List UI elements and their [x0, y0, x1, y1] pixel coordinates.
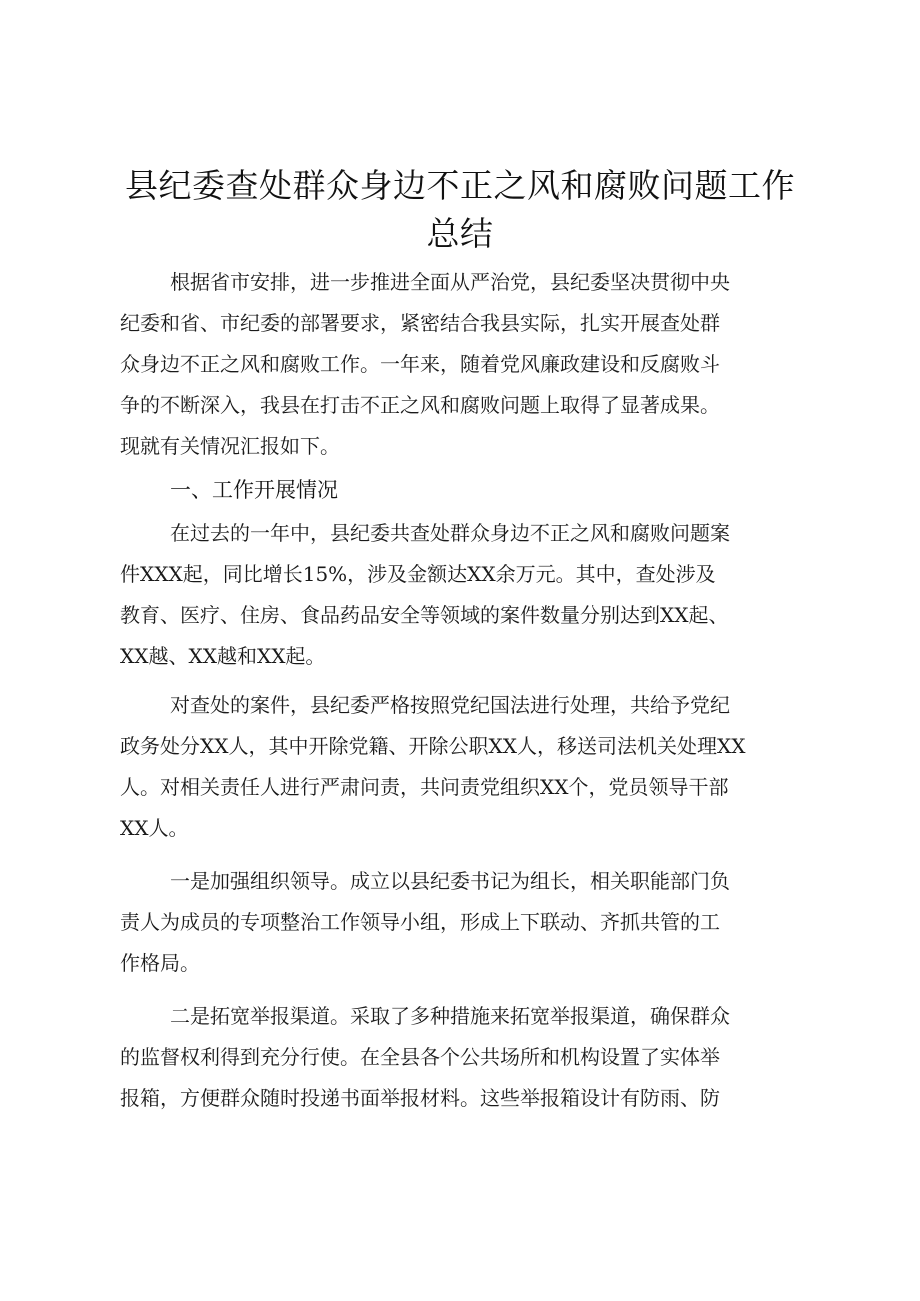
- text-line: 件XXX起，同比增长15%，涉及金额达XX余万元。其中，查处涉及: [120, 562, 716, 586]
- text-line: 作格局。: [120, 951, 200, 975]
- intro-paragraph: [120, 262, 820, 467]
- paragraph: [120, 861, 820, 984]
- text-line: 教育、医疗、住房、食品药品安全等领域的案件数量分别达到XX起、: [120, 603, 729, 627]
- text-line: 纪委和省、市纪委的部署要求，紧密结合我县实际，扎实开展查处群: [120, 311, 720, 335]
- text-line: 在过去的一年中，县纪委共查处群众身边不正之风和腐败问题案: [170, 521, 730, 545]
- text-line: XX人。: [120, 816, 189, 840]
- text-line: 现就有关情况汇报如下。: [120, 434, 340, 458]
- text-line: XX越、XX越和XX起。: [120, 644, 326, 668]
- text-line: 报箱，方便群众随时投递书面举报材料。这些举报箱设计有防雨、防: [120, 1086, 720, 1110]
- text-line: 人。对相关责任人进行严肃问责，共问责党组织XX个，党员领导干部: [120, 775, 729, 799]
- document-title: [120, 162, 800, 258]
- title-line: 总结: [426, 214, 494, 253]
- section-heading: 一、工作开展情况: [170, 478, 338, 502]
- paragraph: [120, 513, 820, 677]
- text-line: 众身边不正之风和腐败工作。一年来，随着党风廉政建设和反腐败斗: [120, 352, 720, 376]
- document-body: [120, 262, 820, 1119]
- text-line: 二是拓宽举报渠道。采取了多种措施来拓宽举报渠道，确保群众: [170, 1004, 730, 1028]
- text-line: 政务处分XX人，其中开除党籍、开除公职XX人，移送司法机关处理XX: [120, 734, 746, 758]
- text-line: 一是加强组织领导。成立以县纪委书记为组长，相关职能部门负: [170, 869, 730, 893]
- paragraph: [120, 996, 820, 1119]
- text-line: 对查处的案件，县纪委严格按照党纪国法进行处理，共给予党纪: [170, 693, 730, 717]
- title-line: 县纪委查处群众身边不正之风和腐败问题工作: [125, 166, 795, 205]
- text-line: 的监督权利得到充分行使。在全县各个公共场所和机构设置了实体举: [120, 1045, 720, 1069]
- text-line: 责人为成员的专项整治工作领导小组，形成上下联动、齐抓共管的工: [120, 910, 720, 934]
- text-line: 争的不断深入，我县在打击不正之风和腐败问题上取得了显著成果。: [120, 393, 720, 417]
- text-line: 根据省市安排，进一步推进全面从严治党，县纪委坚决贯彻中央: [170, 270, 730, 294]
- paragraph: [120, 685, 820, 849]
